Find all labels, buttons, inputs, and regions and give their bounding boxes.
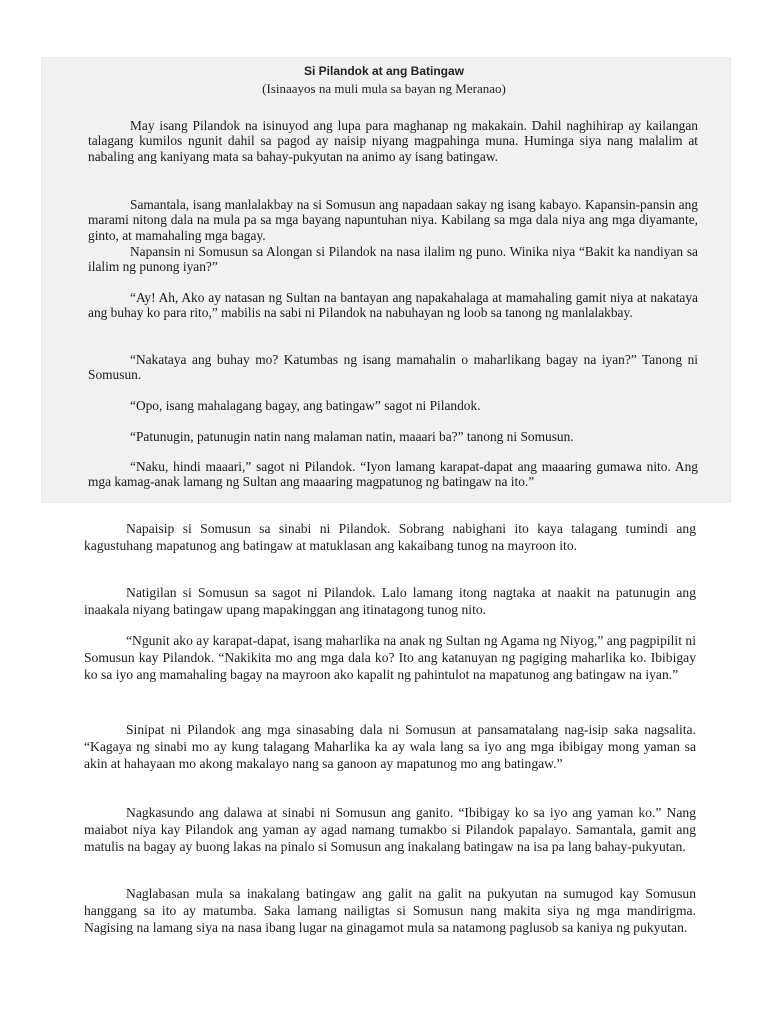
- story-paragraph: Naglabasan mula sa inakalang batingaw ang galit na galit na pukyutan na sumugod kay Somusun hanggang sa ito ay matumba. Saka lamang nailigtas si Somusun nang makita siya ng mga mandirigma. Nagising na lamang siya na nasa ibang lugar na ginagamot mula sa natamong paglusob sa kaniya ng pukyutan.: [84, 886, 696, 935]
- page-title: Si Pilandok at ang Batingaw: [303, 64, 465, 78]
- story-paragraph: “Naku, hindi maaari,” sagot ni Pilandok. “Iyon lamang karapat-dapat ang maaaring gumawa nito. Ang mga kamag-anak lamang ng Sultan ang maaaring magpatunog ng batingaw na ito.”: [88, 459, 698, 490]
- story-paragraph: Sinipat ni Pilandok ang mga sinasabing dala ni Somusun at pansamatalang nag-isip saka nagsalita. “Kagaya ng sinabi mo ay kung talagang Maharlika ka ay wala lang sa iyo ang mga ibibigay mong yaman sa akin at hahayaan mo akong makalayo nang sa ganoon ay mapatunog mo ang batingaw.”: [84, 722, 696, 771]
- story-paragraph: May isang Pilandok na isinuyod ang lupa para maghanap ng makakain. Dahil naghihirap ay kailangan talagang kumilos ngunit dahil sa pagod ay naisip niyang magpahinga muna. Huminga siya nang malalim at nabaling ang kaniyang mata sa bahay-pukyutan na animo ay isang batingaw.: [88, 118, 698, 164]
- story-paragraph: “Ay! Ah, Ako ay natasan ng Sultan na bantayan ang napakahalaga at mamahaling gamit niya at nakataya ang buhay ko para rito,” mabilis na sabi ni Pilandok na nabuhayan ng loob sa tanong ng manlalakbay.: [88, 290, 698, 321]
- story-paragraph: Natigilan si Somusun sa sagot ni Pilandok. Lalo lamang itong nagtaka at naakit na patunugin ang inaakala niyang batingaw upang mapakinggan ang itinatagong tunog nito.: [84, 585, 696, 617]
- story-paragraph: “Opo, isang mahalagang bagay, ang batingaw” sagot ni Pilandok.: [130, 398, 481, 413]
- story-paragraph: Nagkasundo ang dalawa at sinabi ni Somusun ang ganito. “Ibibigay ko sa iyo ang yaman ko.” Nang maiabot niya kay Pilandok ang yaman ay agad namang tumakbo si Pilandok papalayo. Samantala, gamit ang matulis na bagay ay buong lakas na pinalo si Somusun ang inakalang batingaw na isa pa lang bahay-pukyutan.: [84, 805, 696, 854]
- page-subtitle: (Isinaayos na muli mula sa bayan ng Meranao): [262, 81, 506, 96]
- story-paragraph: “Patunugin, patunugin natin nang malaman natin, maaari ba?” tanong ni Somusun.: [130, 429, 574, 444]
- story-paragraph: Napaisip si Somusun sa sinabi ni Pilandok. Sobrang nabighani ito kaya talagang tumindi ang kagustuhang mapatunog ang batingaw at matuklasan ang kakaibang tunog na mayroon ito.: [84, 521, 696, 553]
- story-paragraph: “Ngunit ako ay karapat-dapat, isang maharlika na anak ng Sultan ng Agama ng Niyog,” ang pagpipilit ni Somusun kay Pilandok. “Nakikita mo ang mga dala ko? Ito ang katanuyan ng pagiging maharlika ko. Ibibigay ko sa iyo ang mamahaling bagay na mayroon ako kapalit ng pahintulot na mapatunog ang batingaw na iyan.”: [84, 633, 696, 682]
- story-paragraph: “Nakataya ang buhay mo? Katumbas ng isang mamahalin o maharlikang bagay na iyan?” Tanong ni Somusun.: [88, 352, 698, 383]
- story-paragraph: Samantala, isang manlalakbay na si Somusun ang napadaan sakay ng isang kabayo. Kapansin-pansin ang marami nitong dala na mula pa sa mga bayang napuntuhan niya. Kabilang sa mga dala niya ang mga diyamante, ginto, at mamahaling mga bagay.: [88, 197, 698, 243]
- story-paragraph: Napansin ni Somusun sa Alongan si Pilandok na nasa ilalim ng puno. Winika niya “Bakit ka nandiyan sa ilalim ng punong iyan?”: [88, 244, 698, 275]
